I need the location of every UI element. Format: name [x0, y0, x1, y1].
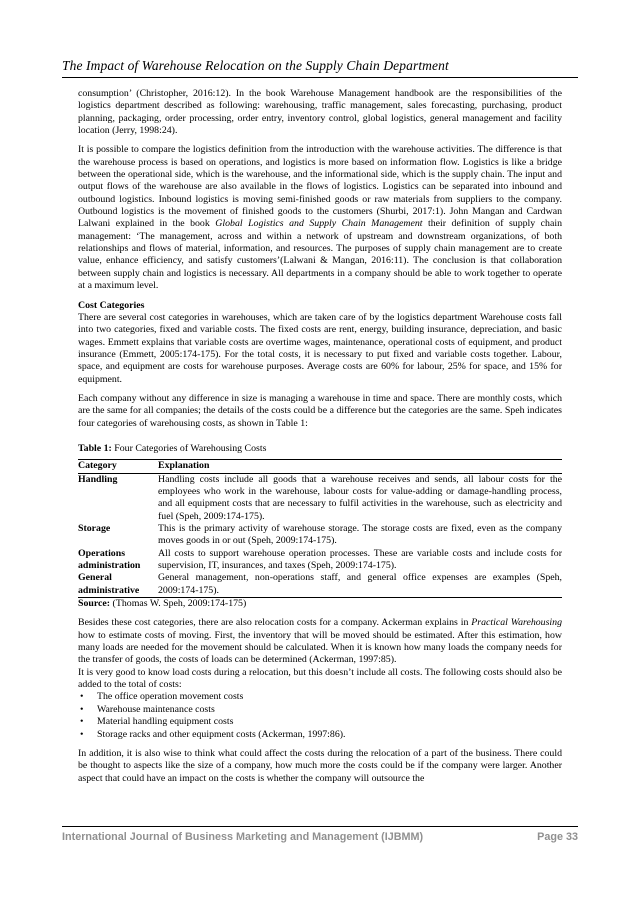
section-heading-cost-categories: Cost Categories: [78, 299, 145, 311]
table-cell-category: General administrative: [78, 572, 158, 597]
bullet-icon: •: [80, 716, 84, 728]
paragraph-6: It is very good to know load costs during a relocation, but this doesn’t include all costs. The following costs should also be added to the total of costs:: [78, 666, 562, 691]
table-cell-category: Storage: [78, 523, 111, 534]
table-source: Source: (Thomas W. Speh, 2009:174-175): [78, 598, 247, 610]
running-header: The Impact of Warehouse Relocation on the Supply Chain Department: [62, 58, 578, 78]
book-title-italic: Global Logistics and Supply Chain Management: [215, 218, 423, 230]
table-row: [78, 523, 562, 548]
table-row: [78, 473, 562, 523]
list-item: • Material handling equipment costs: [80, 716, 234, 728]
table-cell-explanation: General management, non-operations staff, and general office expenses are examples (Speh, 2009:174-175).: [158, 572, 562, 596]
paragraph-4: Each company without any difference in size is managing a warehouse in time and space. There are monthly costs, which are the same for all companies; the details of the costs could be a difference but the categories are the same. Speh indicates four categories of warehousing costs, as shown in Table 1:: [78, 392, 562, 429]
table-cell-category: Handling: [78, 473, 118, 485]
table-cell-explanation: All costs to support warehouse operation processes. These are variable costs and include costs for supervision, IT, insurances, and taxes (Speh, 2009:174-175).: [158, 547, 562, 572]
table-caption: Table 1: Four Categories of Warehousing Costs: [78, 442, 267, 454]
running-footer: [62, 826, 578, 843]
table-cell-explanation: Handling costs include all goods that a warehouse receives and sends, all labour costs for the employees who work in the warehouse, labour costs for value-adding or damage-handling process, and all equipment costs that are necessary to fulfil activities in the warehouse, such as electricity and fuel (Speh, 2009:174-175).: [158, 473, 562, 522]
paragraph-7: In addition, it is also wise to think what could affect the costs during the relocation of a part of the business. There could be thought to aspects like the size of a company, how much more the costs could be if the company were larger. Another aspect that could have an impact on the costs is whether the company will outsource the: [78, 747, 562, 784]
paragraph-3: There are several cost categories in warehouses, which are taken care of by the logistics department Warehouse costs fall into two categories, fixed and variable costs. The fixed costs are rent, energy, building insurance, depreciation, and basic wages. Emmett explains that variable costs are overtime wages, maintenance, operational costs of equipment, and product insurance (Emmett, 2005:174-175). For the total costs, it is necessary to put fixed and variable costs together. Labour, space, and equipment are costs for warehouse purposes. Average costs are 60% for labour, 25% for space, and 15% for equipment.: [78, 311, 562, 385]
list-item: • Warehouse maintenance costs: [80, 703, 215, 715]
paragraph-2: It is possible to compare the logistics definition from the introduction with the warehouse activities. The difference is that the warehouse process is based on operations, and logistics is more based on information flow. Logistics is like a bridge between the operational side, which is the warehouse, and the informational side, which is the supply chain. The input and output flows of the warehouse are also available in the flows of logistics. Logistics can be separated into inbound and outbound logistics. Inbound logistics is moving semi-finished goods or raw materials from suppliers to the company. Outbound logistics is the movement of finished goods to the customers (Shurbi, 2017:1). John Mangan and Cardwan Lalwani explained in the book Global Logistics and Supply Chain Management their definition of supply chain management: ‘The management, across and within a network of upstream and downstream organizations, of both relationships and flows of material, information, and resources. The purposes of supply chain management are to create value, enhance efficiency, and satisfy customers’(Lalwani & Mangan, 2016:11). The conclusion is that collaboration between supply chain and logistics is necessary. All departments in a company should be able to work together to operate at a maximum level.: [78, 144, 562, 292]
list-item: • Storage racks and other equipment costs (Ackerman, 1997:86).: [80, 728, 346, 740]
book-title-italic: Practical Warehousing: [471, 617, 563, 629]
bullet-icon: •: [80, 703, 84, 715]
table-cell-category: Operations administration: [78, 547, 141, 572]
table-row: [78, 548, 562, 573]
table-cell-explanation: This is the primary activity of warehouse storage. The storage costs are fixed, even as the company moves goods in or out (Speh, 2009:174-175).: [158, 523, 562, 547]
list-item: • The office operation movement costs: [80, 691, 244, 703]
paragraph-1: consumption’ (Christopher, 2016:12). In the book Warehouse Management handbook are the responsibilities of the logistics department described as following: warehousing, traffic management, sales forecasting, purchasing, product planning, packaging, order processing, order entry, inventory control, global logistics, general management and facility location (Jerry, 1998:24).: [78, 88, 562, 137]
paragraph-5: Besides these cost categories, there are also relocation costs for a company. Ackerman explains in Practical Warehousing how to estimate costs of moving. First, the inventory that will be moved should be estimated. After this estimation, how many loads are needed for the movement should be calculated. When it is known how many loads the company needs for the transfer of goods, the costs of loads can be determined (Ackerman, 1997:85).: [78, 617, 563, 666]
warehousing-costs-table: [78, 459, 562, 598]
journal-name: International Journal of Business Marketing and Management (IJBMM): [62, 831, 424, 843]
table-row: [78, 572, 562, 597]
page-body: [78, 88, 562, 792]
page-number: Page 33: [537, 831, 578, 843]
bullet-icon: •: [80, 728, 84, 740]
table-header-category: Category: [78, 460, 158, 473]
table-header-explanation: Explanation: [158, 460, 562, 473]
table-header-row: [78, 460, 562, 473]
relocation-cost-list: [78, 691, 562, 740]
bullet-icon: •: [80, 691, 84, 703]
